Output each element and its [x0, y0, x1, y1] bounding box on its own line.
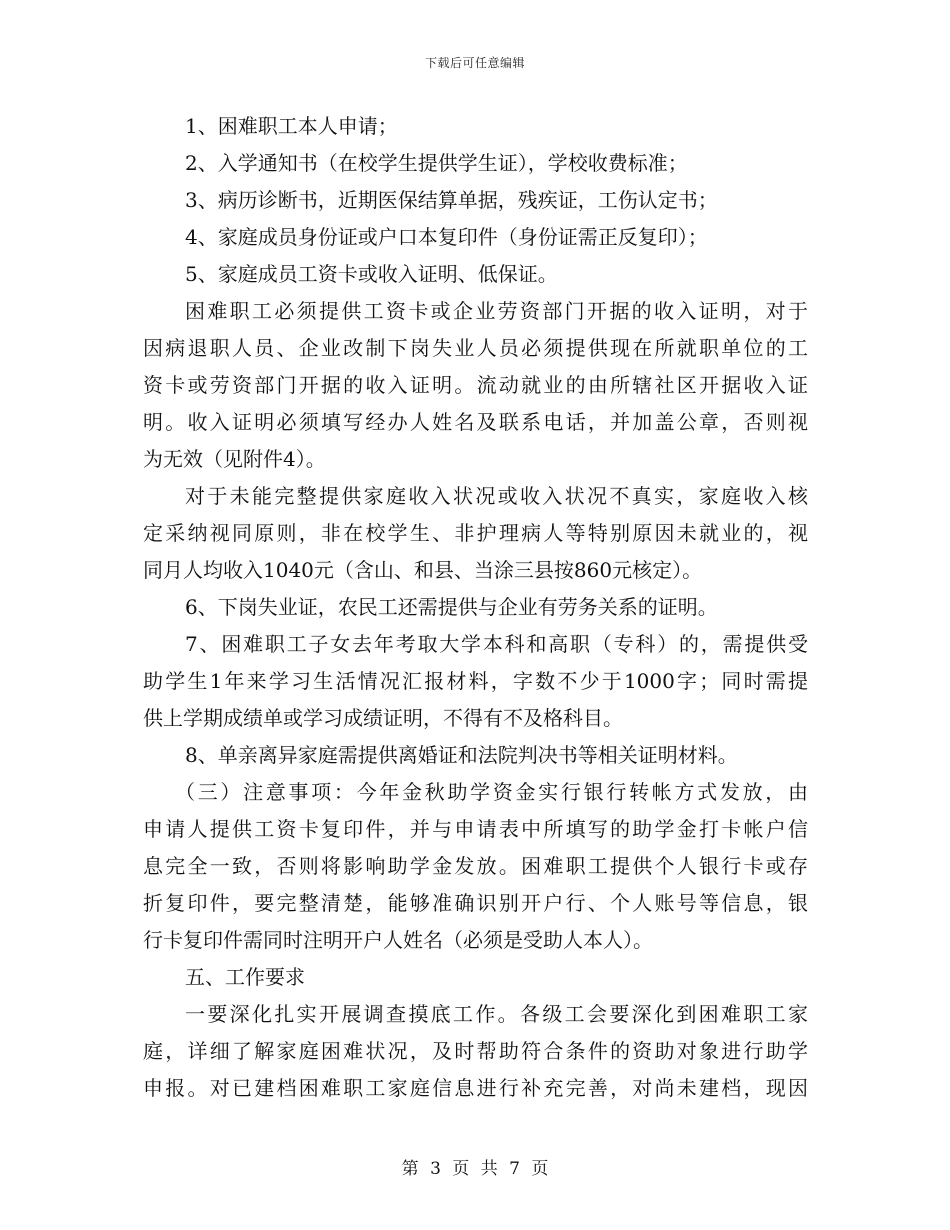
- list-item-3: 3、病历诊断书，近期医保结算单据，残疾证，工伤认定书；: [185, 188, 718, 212]
- document-body: [143, 108, 808, 1107]
- list-item-5: 5、家庭成员工资卡或收入证明、低保证。: [185, 262, 558, 286]
- list-item-7-line-1: 7、困难职工子女去年考取大学本科和高职（专科）的，需提供受: [185, 632, 808, 656]
- section-notes-line-1: （三）注意事项：今年金秋助学资金实行银行转帐方式发放，由: [175, 780, 808, 804]
- paragraph-income-line-3: 资卡或劳资部门开据的收入证明。流动就业的由所辖社区开据收入证: [143, 373, 808, 397]
- section-notes-line-3: 息完全一致，否则将影响助学金发放。困难职工提供个人银行卡或存: [143, 854, 808, 878]
- section-notes-line-5: 行卡复印件需同时注明开户人姓名（必须是受助人本人）。: [143, 928, 653, 952]
- paragraph-verification-line-2: 定采纳视同原则，非在校学生、非护理病人等特别原因未就业的，视: [143, 521, 808, 545]
- list-item-7-line-3: 供上学期成绩单或学习成绩证明，不得有不及格科目。: [143, 706, 623, 730]
- paragraph-income-line-1: 困难职工必须提供工资卡或企业劳资部门开据的收入证明，对于: [185, 299, 808, 323]
- list-item-1: 1、困难职工本人申请；: [185, 114, 398, 138]
- paragraph-income-line-2: 因病退职人员、企业改制下岗失业人员必须提供现在所就职单位的工: [143, 336, 808, 360]
- paragraph-verification-line-3: 同月人均收入1040元（含山、和县、当涂三县按860元核定）。: [143, 558, 703, 582]
- section-notes-line-2: 申请人提供工资卡复印件，并与申请表中所填写的助学金打卡帐户信: [143, 817, 808, 841]
- page-header-note: 下载后可任意编辑: [424, 56, 525, 70]
- section-heading-work-requirements: 五、工作要求: [185, 965, 305, 989]
- paragraph-verification-line-1: 对于未能完整提供家庭收入状况或收入状况不真实，家庭收入核: [185, 484, 808, 508]
- page-number-footer: 第 3 页 共 7 页: [401, 1159, 549, 1179]
- list-item-8: 8、单亲离异家庭需提供离婚证和法院判决书等相关证明材料。: [185, 743, 738, 767]
- paragraph-survey-line-1: 一要深化扎实开展调查摸底工作。各级工会要深化到困难职工家: [185, 1002, 808, 1026]
- list-item-6: 6、下岗失业证，农民工还需提供与企业有劳务关系的证明。: [185, 595, 718, 619]
- paragraph-survey-line-2: 庭，详细了解家庭困难状况，及时帮助符合条件的资助对象进行助学: [143, 1039, 808, 1063]
- paragraph-income-line-4: 明。收入证明必须填写经办人姓名及联系电话，并加盖公章，否则视: [143, 410, 808, 434]
- section-notes-line-4: 折复印件，要完整清楚，能够准确识别开户行、个人账号等信息，银: [143, 891, 808, 915]
- paragraph-income-line-5: 为无效（见附件4）。: [143, 447, 326, 471]
- list-item-7-line-2: 助学生1年来学习生活情况汇报材料，字数不少于1000字；同时需提: [143, 669, 808, 693]
- list-item-4: 4、家庭成员身份证或户口本复印件（身份证需正反复印）；: [185, 225, 708, 249]
- paragraph-survey-line-3: 申报。对已建档困难职工家庭信息进行补充完善，对尚未建档，现因: [143, 1076, 808, 1100]
- list-item-2: 2、入学通知书（在校学生提供学生证），学校收费标准；: [185, 151, 688, 175]
